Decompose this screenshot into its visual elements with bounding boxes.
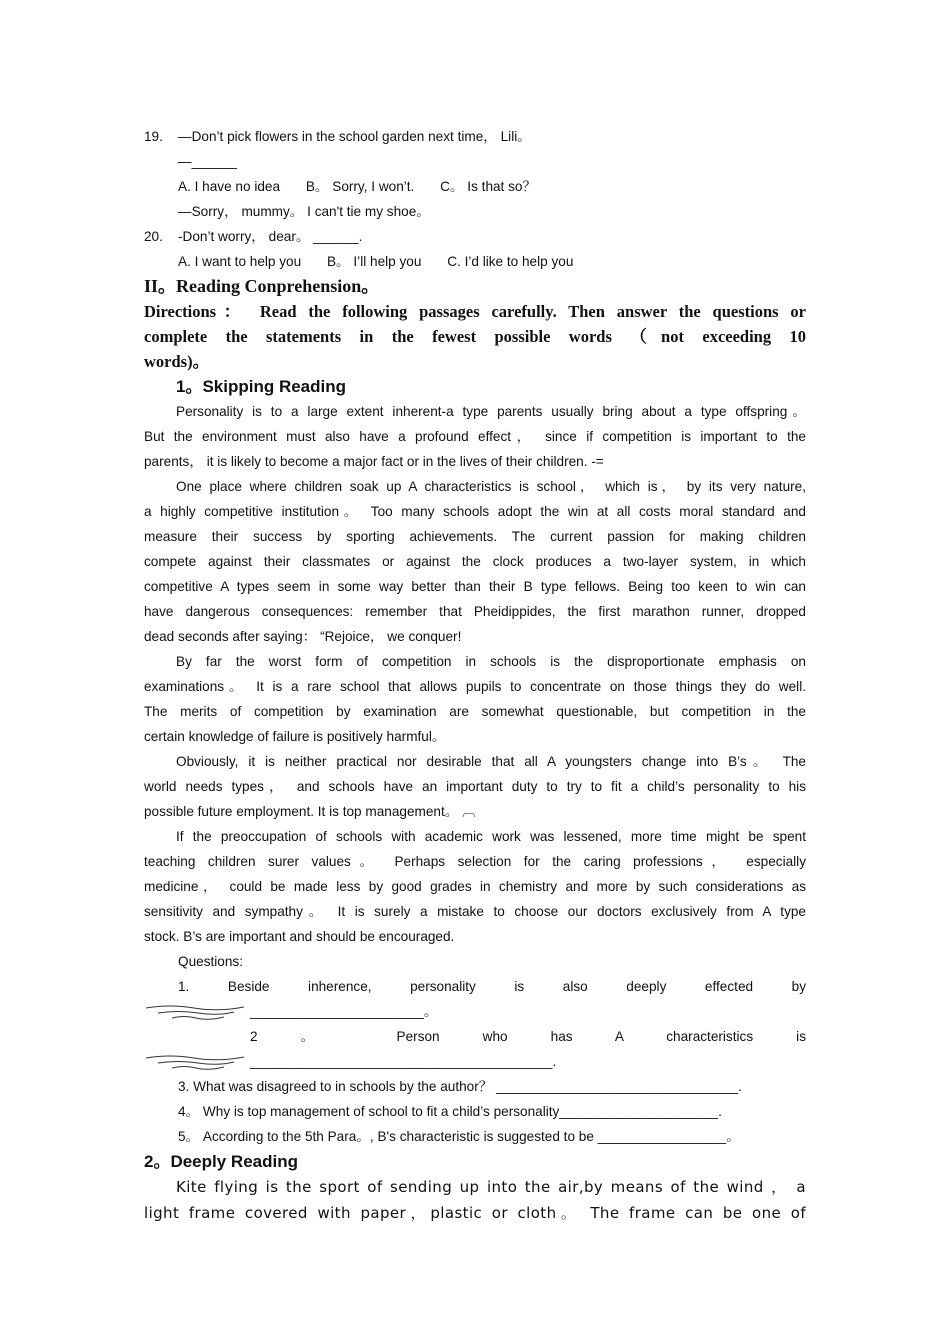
q19-prompt: 19. —Don’t pick flowers in the school garden next time， Lili。 <box>144 129 531 144</box>
q19-reply: —______ <box>178 154 237 169</box>
q19-options <box>144 174 806 199</box>
q20-option-a: A. I want to help you <box>178 254 302 269</box>
q20-prompt: 20. -Don’t worry， dear。 ______. <box>144 229 363 244</box>
passage2-line: light frame covered with paper，plastic or cloth。 The frame can be one of <box>144 1204 806 1222</box>
passage-line: dead seconds after saying： “Rejoice， we conquer! <box>144 629 462 644</box>
passage2-line: Kite flying is the sport of sending up into the air,by means of the wind ， a <box>176 1178 806 1196</box>
question-3: 3. What was disagreed to in schools by the author？ ________________________________. <box>178 1079 742 1094</box>
passage-line: sensitivity and sympathy。 It is surely a mistake to choose our doctors exclusively from A type <box>144 904 806 919</box>
passage-skipping-reading <box>144 399 806 949</box>
q19-option-c: C。 Is that so？ <box>440 179 537 194</box>
passage-line: Obviously, it is neither practical nor desirable that all A youngsters change into B’s。 The <box>176 754 806 769</box>
passage-line: The merits of competition by examination are somewhat questionable, but competition in the <box>144 704 806 719</box>
passage-line: medicine， could be made less by good grades in chemistry and more by such considerations as <box>144 879 806 894</box>
wavy-mark-icon <box>144 1052 248 1072</box>
passage-line: One place where children soak up A characteristics is school， which is， by its very nature, <box>176 479 806 494</box>
question-5: 5。 According to the 5th Para。, B's characteristic is suggested to be _________________。 <box>178 1129 740 1144</box>
passage-line: teaching children surer values。 Perhaps selection for the caring professions， especially <box>144 854 806 869</box>
wavy-mark-icon <box>144 1002 248 1022</box>
directions-line: complete the statements in the fewest possible words （not exceeding 10 <box>144 327 806 346</box>
q20-context: —Sorry， mummy。 I can't tie my shoe。 <box>178 204 430 219</box>
q20-option-b: B。 I’ll help you <box>326 254 422 269</box>
questions-label: Questions: <box>178 954 243 969</box>
q19-option-a: A. I have no idea <box>178 179 281 194</box>
passage-line: world needs types， and schools have an important duty to try to fit a child’s personality to his <box>144 779 806 794</box>
passage-line: have dangerous consequences: remember that Pheidippides, the first marathon runner, dropped <box>144 604 806 619</box>
question-2: 2 。 Person who has A characteristics is <box>250 1029 806 1044</box>
question-1: 1. Beside inherence, personality is also deeply effected by <box>178 979 806 994</box>
passage-line: But the environment must also have a profound effect， since if competition is important to the <box>144 429 806 444</box>
passage-line: If the preoccupation of schools with academic work was lessened, more time might be spent <box>176 829 806 844</box>
passage-line: Personality is to a large extent inherent-a type parents usually bring about a type offspring。 <box>176 404 806 419</box>
passage-line: stock. B’s are important and should be encouraged. <box>144 929 455 944</box>
document-page <box>144 124 806 1226</box>
part1-heading: 1。Skipping Reading <box>176 377 347 396</box>
question-4: 4。 Why is top management of school to fit a child’s personality_____________________. <box>178 1104 722 1119</box>
question-1-answer: _______________________。 <box>144 999 806 1024</box>
passage-line: a highly competitive institution。 Too many schools adopt the win at all costs moral standard and <box>144 504 806 519</box>
q20-options <box>144 249 806 274</box>
passage-line: competitive A types seem in some way better than their B type fellows. Being too keen to win can <box>144 579 806 594</box>
question-2-answer: ________________________________________. <box>144 1049 806 1074</box>
q20-option-c: C. I’d like to help you <box>447 254 574 269</box>
passage-line: By far the worst form of competition in schools is the disproportionate emphasis on <box>176 654 806 669</box>
passage-line: certain knowledge of failure is positively harmful。 <box>144 729 446 744</box>
passage-line: measure their success by sporting achievements. The current passion for making children <box>144 529 806 544</box>
q19-option-b: B。 Sorry, I won’t. <box>305 179 415 194</box>
passage-line: compete against their classmates or against the clock produces a two-layer system, in which <box>144 554 806 569</box>
part2-heading: 2。Deeply Reading <box>144 1152 298 1171</box>
passage-line: possible future employment. It is top management。 ︹ <box>144 804 476 819</box>
directions-line: words)。 <box>144 352 210 371</box>
passage-line: parents， it is likely to become a major fact or in the lives of their children. -= <box>144 454 604 469</box>
passage-line: examinations。 It is a rare school that allows pupils to concentrate on those things they do well. <box>144 679 806 694</box>
directions-line: Directions： Read the following passages carefully. Then answer the questions or <box>144 302 806 321</box>
section-heading: II。Reading Conprehension。 <box>144 276 380 296</box>
